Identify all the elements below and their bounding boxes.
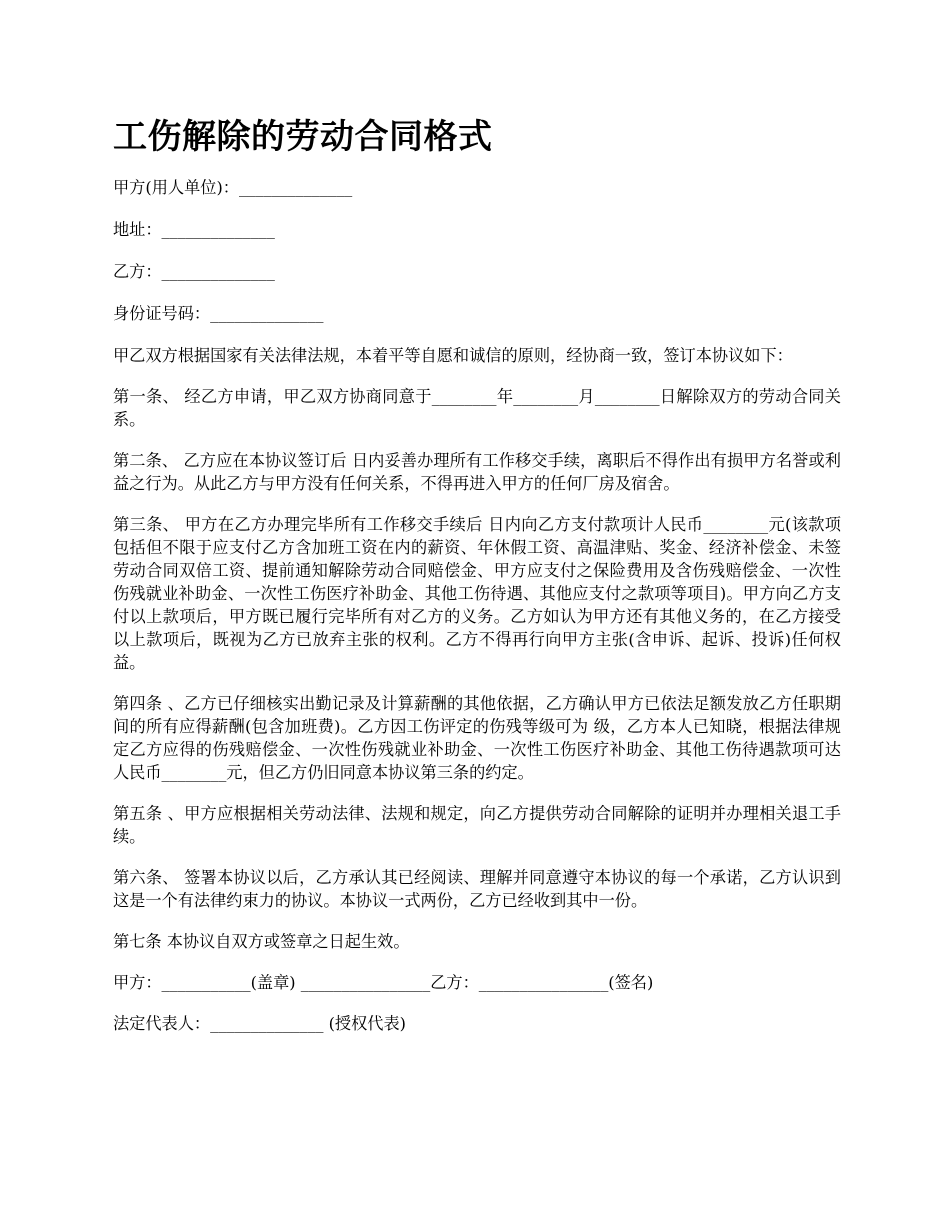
article-1: 第一条、 经乙方申请，甲乙双方协商同意于________年________月________日解除双方的劳动合同关系。 — [113, 387, 841, 429]
article-7: 第七条 本协议自双方或签章之日起生效。 — [113, 932, 410, 951]
document-page — [113, 112, 841, 1053]
address-field: 地址：______________ — [113, 220, 275, 239]
document-title: 工伤解除的劳动合同格式 — [113, 117, 493, 157]
id-number-field: 身份证号码：______________ — [113, 304, 324, 323]
article-5: 第五条 、甲方应根据相关劳动法律、法规和规定，向乙方提供劳动合同解除的证明并办理相关退工手续。 — [113, 804, 841, 846]
party-b-field: 乙方：______________ — [113, 262, 275, 281]
article-2: 第二条、 乙方应在本协议签订后 日内妥善办理所有工作移交手续，离职后不得作出有损甲方名誉或利益之行为。从此乙方与甲方没有任何关系，不得再进入甲方的任何厂房及宿舍。 — [113, 451, 841, 493]
signature-line: 甲方：___________(盖章) ________________乙方：________________(签名) — [113, 973, 654, 992]
intro-paragraph: 甲乙双方根据国家有关法律法规，本着平等自愿和诚信的原则，经协商一致，签订本协议如下： — [113, 346, 793, 365]
party-a-field: 甲方(用人单位)：______________ — [113, 178, 353, 197]
article-3: 第三条、 甲方在乙方办理完毕所有工作移交手续后 日内向乙方支付款项计人民币________元(该款项包括但不限于应支付乙方含加班工资在内的薪资、年休假工资、高温津贴、奖金、经济补偿金、未签劳动合同双倍工资、提前通知解除劳动合同赔偿金、甲方应支付之保险费用及含伤残赔偿金、一次性伤残就业补助金、一次性工伤医疗补助金、其他工伤待遇、其他应支付之款项等项目)。甲方向乙方支付以上款项后，甲方既已履行完毕所有对乙方的义务。乙方如认为甲方还有其他义务的，在乙方接受以上款项后，既视为乙方已放弃主张的权利。乙方不得再行向甲方主张(含申诉、起诉、投诉)任何权益。 — [113, 515, 841, 672]
article-6: 第六条、 签署本协议以后，乙方承认其已经阅读、理解并同意遵守本协议的每一个承诺，乙方认识到这是一个有法律约束力的协议。本协议一式两份，乙方已经收到其中一份。 — [113, 868, 841, 910]
article-4: 第四条 、乙方已仔细核实出勤记录及计算薪酬的其他依据，乙方确认甲方已依法足额发放乙方任职期间的所有应得薪酬(包含加班费)。乙方因工伤评定的伤残等级可为 级，乙方本人已知晓，根据法律规定乙方应得的伤残赔偿金、一次性伤残就业补助金、一次性工伤医疗补助金、其他工伤待遇款项可达人民币________元，但乙方仍旧同意本协议第三条的约定。 — [113, 694, 841, 782]
representative-line: 法定代表人：______________ (授权代表) — [113, 1014, 406, 1033]
